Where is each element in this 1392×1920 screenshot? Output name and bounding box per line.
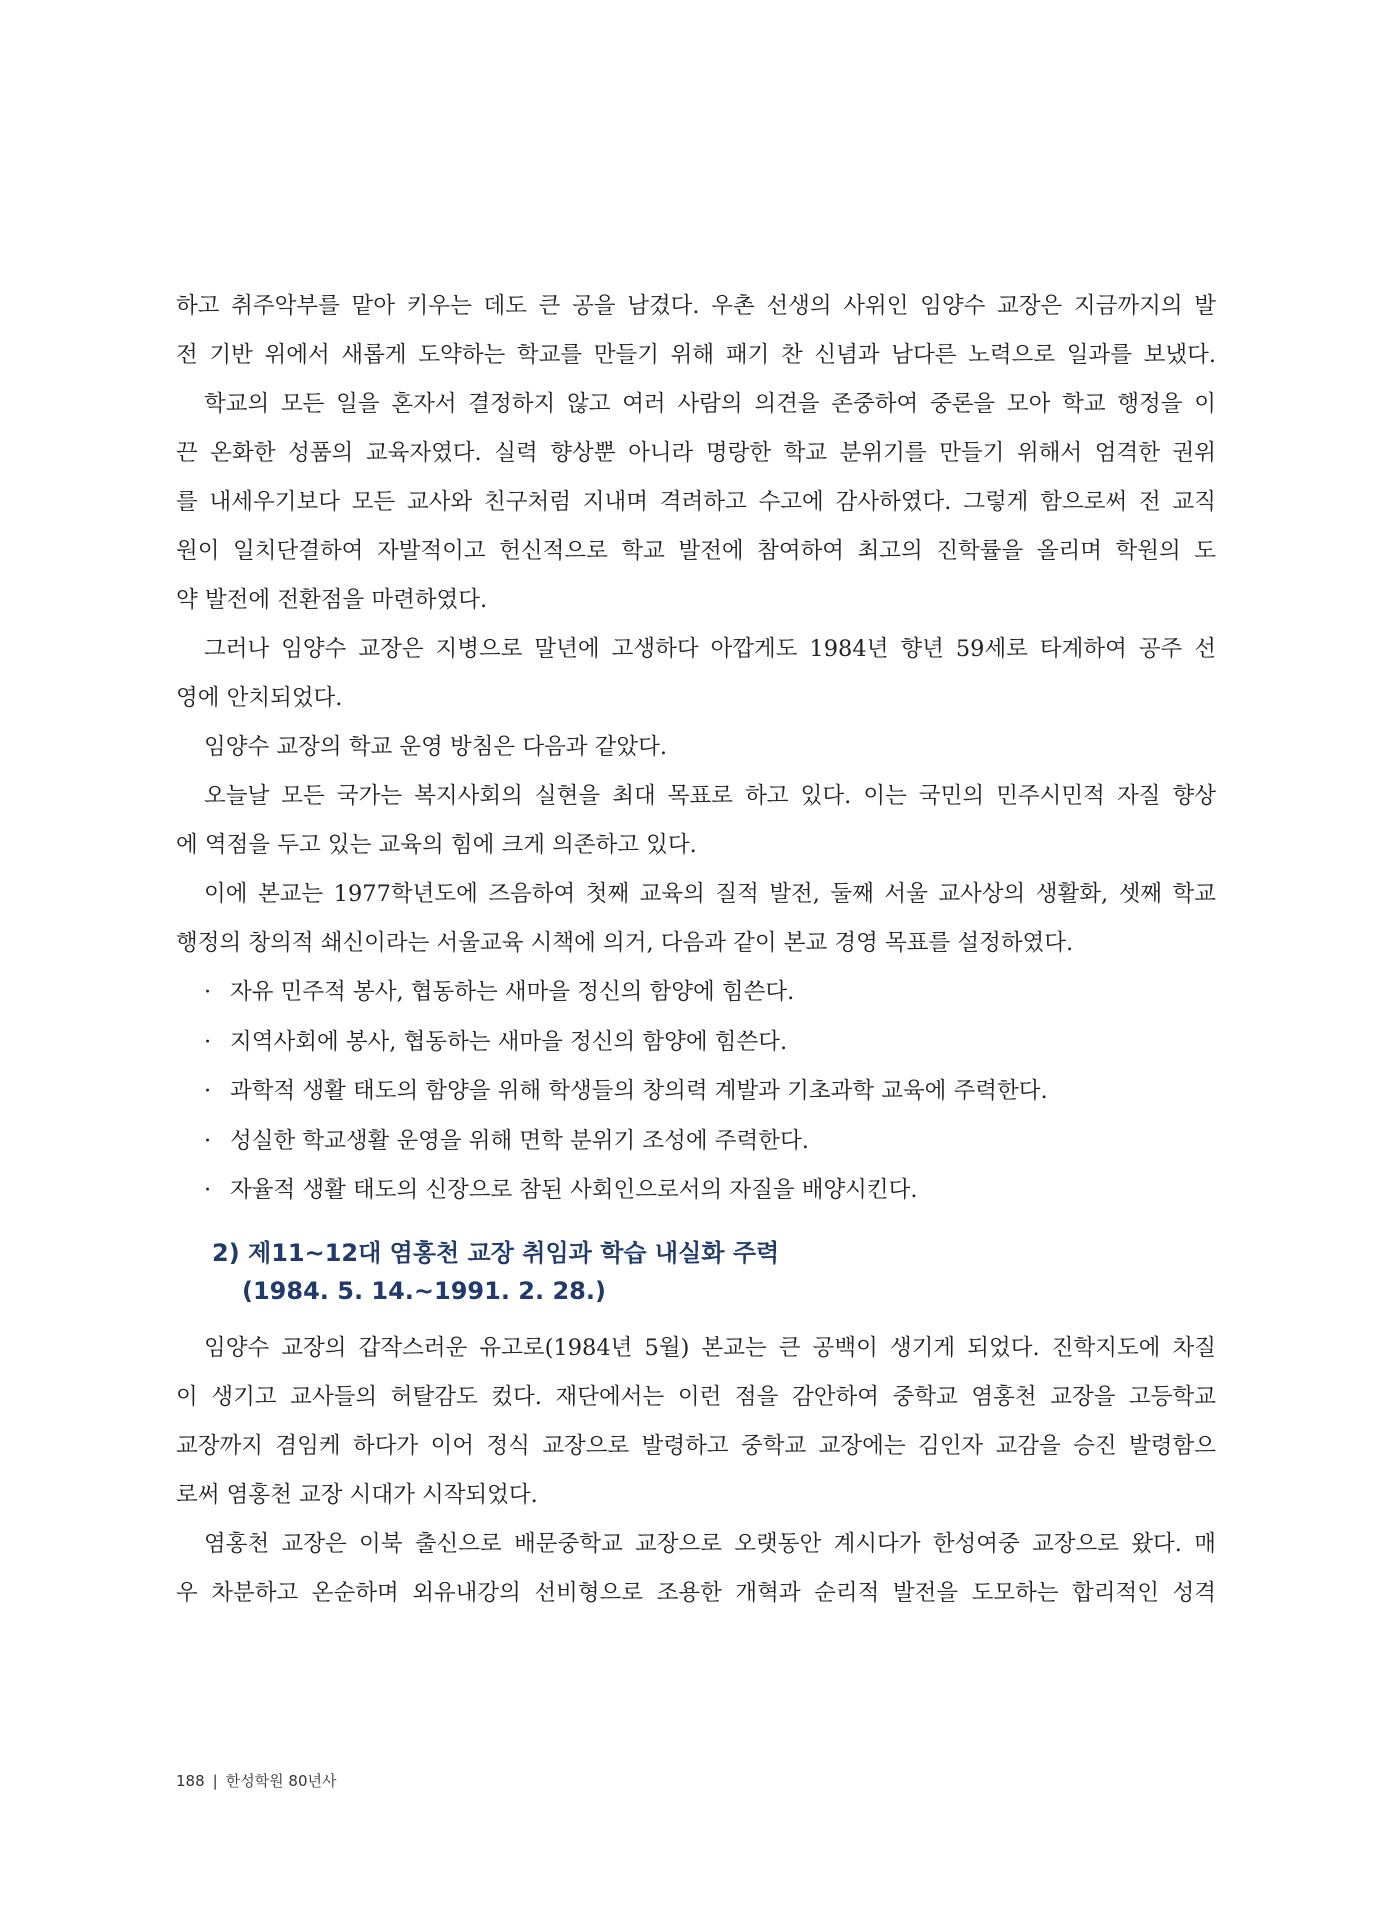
paragraph <box>176 1520 1216 1618</box>
paragraph <box>176 870 1216 968</box>
bullet-marker: · <box>204 979 212 1005</box>
text-line: 이에 본교는 1977학년도에 즈음하여 첫째 교육의 질적 발전, 둘째 서울 교사상의 생활화, 셋째 학교 <box>204 881 1216 907</box>
bullet-marker: · <box>204 1028 212 1055</box>
text-line: 약 발전에 전환점을 마련하였다. <box>176 587 488 613</box>
section-dates: (1984. 5. 14.~1991. 2. 28.) <box>242 1276 606 1305</box>
text-line: 임양수 교장의 갑작스러운 유고로(1984년 5월) 본교는 큰 공백이 생기게 되었다. 진학지도에 차질 <box>204 1334 1216 1361</box>
page-content <box>176 282 1216 1618</box>
bullet-marker: · <box>204 1177 212 1203</box>
paragraph <box>176 723 1216 772</box>
text-line: 교장까지 겸임케 하다가 이어 정식 교장으로 발령하고 중학교 교장에는 김인자 교감을 승진 발령함으 <box>176 1432 1216 1459</box>
text-line: 에 역점을 두고 있는 교육의 힘에 크게 의존하고 있다. <box>176 832 697 858</box>
list-item-text: 자율적 생활 태도의 신장으로 참된 사회인으로서의 자질을 배양시킨다. <box>230 1177 918 1203</box>
list-item-text: 과학적 생활 태도의 함양을 위해 학생들의 창의력 계발과 기초과학 교육에 주력한다. <box>230 1078 1048 1104</box>
text-line: 임양수 교장의 학교 운영 방침은 다음과 같았다. <box>204 734 668 760</box>
list-item <box>176 1018 1216 1068</box>
list-item <box>176 1166 1216 1216</box>
text-line: 끈 온화한 성품의 교육자였다. 실력 향상뿐 아니라 명랑한 학교 분위기를 만들기 위해서 엄격한 권위 <box>176 440 1216 466</box>
paragraph <box>176 380 1216 625</box>
text-line: 이 생기고 교사들의 허탈감도 컸다. 재단에서는 이런 점을 감안하여 중학교 염홍천 교장을 고등학교 <box>176 1383 1216 1410</box>
text-line: 로써 염홍천 교장 시대가 시작되었다. <box>176 1481 538 1508</box>
text-line: 전 기반 위에서 새롭게 도약하는 학교를 만들기 위해 패기 찬 신념과 남다른 노력으로 일과를 보냈다. <box>176 342 1216 368</box>
text-line: 학교의 모든 일을 혼자서 결정하지 않고 여러 사람의 의견을 존중하여 중론을 모아 학교 행정을 이 <box>204 391 1216 417</box>
list-item <box>176 1117 1216 1167</box>
section-heading <box>176 1234 1216 1310</box>
paragraph <box>176 772 1216 870</box>
paragraph <box>176 1324 1216 1520</box>
text-line: 행정의 창의적 쇄신이라는 서울교육 시책에 의거, 다음과 같이 본교 경영 목표를 설정하였다. <box>176 930 1074 956</box>
bullet-marker: · <box>204 1127 212 1154</box>
page-footer <box>176 1771 337 1791</box>
section-title: 2) 제11~12대 염홍천 교장 취임과 학습 내실화 주력 <box>212 1238 780 1267</box>
text-line: 원이 일치단결하여 자발적이고 헌신적으로 학교 발전에 참여하여 최고의 진학률을 올리며 학원의 도 <box>176 538 1216 564</box>
book-title: 한성학원 80년사 <box>225 1772 337 1790</box>
list-item <box>176 968 1216 1018</box>
text-line: 영에 안치되었다. <box>176 685 343 711</box>
text-line: 우 차분하고 온순하며 외유내강의 선비형으로 조용한 개혁과 순리적 발전을 도모하는 합리적인 성격 <box>176 1579 1216 1606</box>
footer-separator: | <box>212 1772 218 1790</box>
paragraph <box>176 282 1216 380</box>
list-item-text: 지역사회에 봉사, 협동하는 새마을 정신의 함양에 힘쓴다. <box>230 1028 788 1055</box>
text-line: 염홍천 교장은 이북 출신으로 배문중학교 교장으로 오랫동안 계시다가 한성여중 교장으로 왔다. 매 <box>204 1530 1216 1557</box>
list-item-text: 성실한 학교생활 운영을 위해 면학 분위기 조성에 주력한다. <box>230 1127 809 1154</box>
text-line: 오늘날 모든 국가는 복지사회의 실현을 최대 목표로 하고 있다. 이는 국민의 민주시민적 자질 향상 <box>204 783 1216 809</box>
text-line: 그러나 임양수 교장은 지병으로 말년에 고생하다 아깝게도 1984년 향년 59세로 타계하여 공주 선 <box>204 636 1216 662</box>
paragraph <box>176 625 1216 723</box>
bullet-list <box>176 968 1216 1216</box>
bullet-marker: · <box>204 1078 212 1104</box>
page-number: 188 <box>176 1772 205 1790</box>
list-item-text: 자유 민주적 봉사, 협동하는 새마을 정신의 함양에 힘쓴다. <box>230 979 795 1005</box>
text-line: 하고 취주악부를 맡아 키우는 데도 큰 공을 남겼다. 우촌 선생의 사위인 임양수 교장은 지금까지의 발 <box>176 293 1216 319</box>
text-line: 를 내세우기보다 모든 교사와 친구처럼 지내며 격려하고 수고에 감사하였다. 그렇게 함으로써 전 교직 <box>176 489 1216 515</box>
list-item <box>176 1067 1216 1117</box>
